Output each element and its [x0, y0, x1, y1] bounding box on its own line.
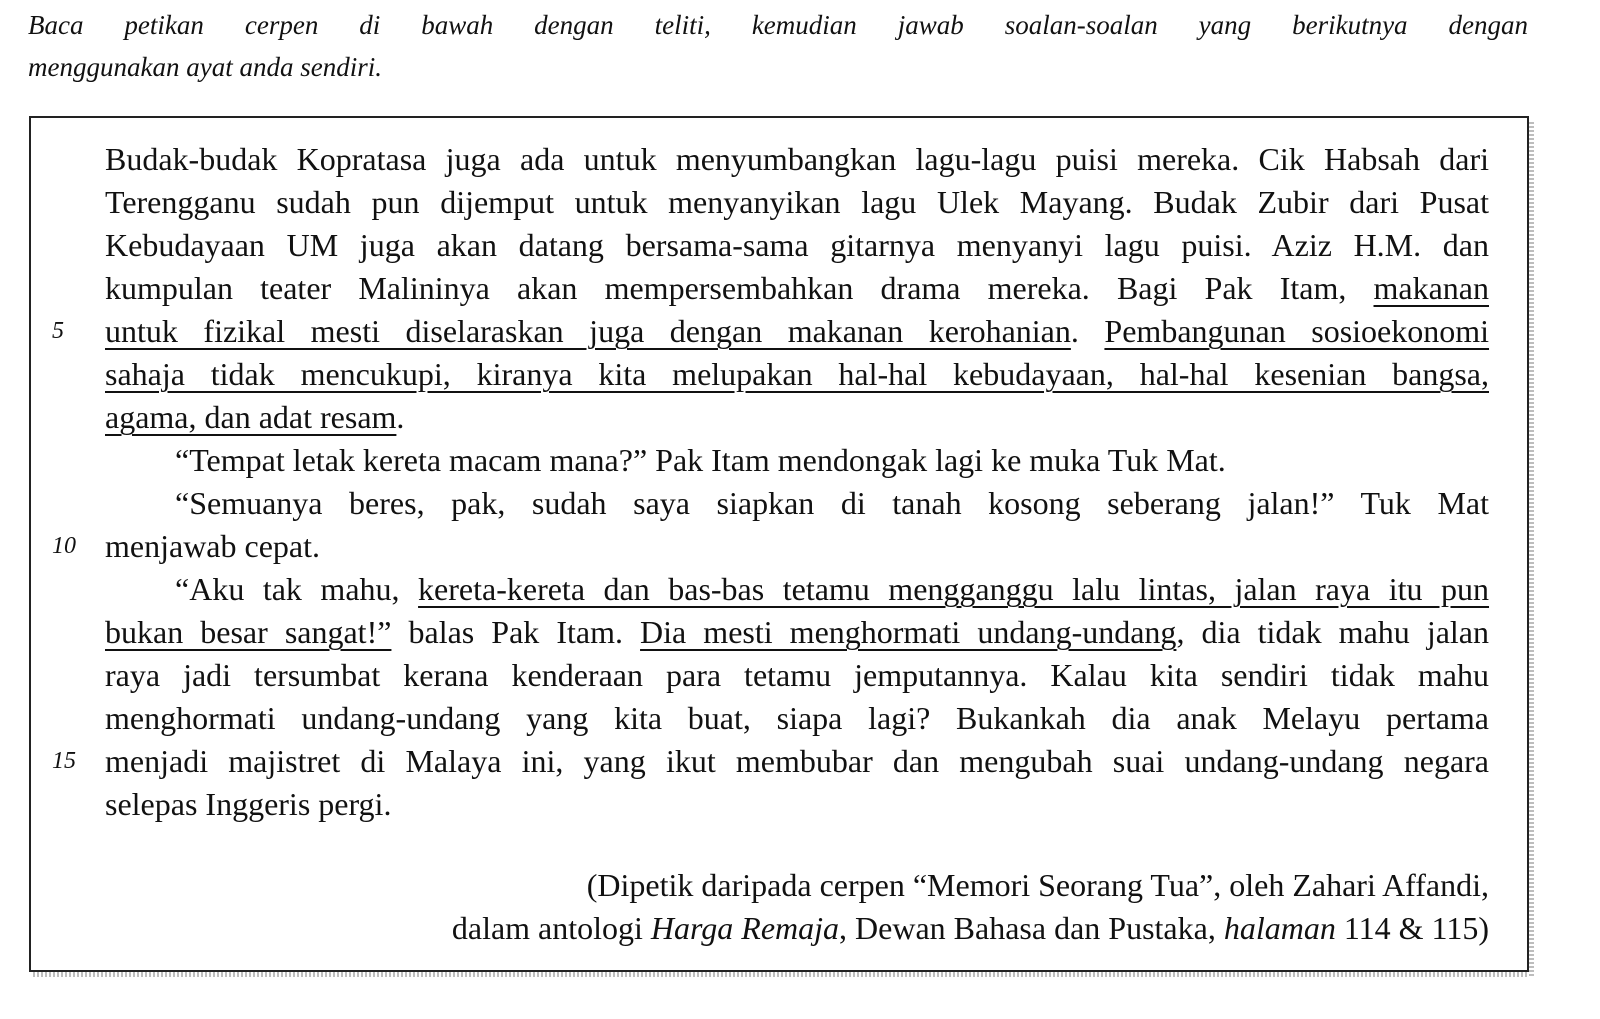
- book-title: Harga Remaja: [650, 910, 840, 946]
- instructions-line-1: Baca petikan cerpen di bawah dengan teliti, kemudian jawab soalan-soalan yang berikutnya dengan: [28, 10, 1528, 40]
- underlined-phrase: kereta-kereta dan bas-bas tetamu mengganggu lalu lintas, jalan raya itu pun: [418, 571, 1490, 607]
- instructions: [28, 4, 1528, 88]
- box-shadow-bottom: [33, 972, 1533, 977]
- passage-line: menjadi majistret di Malaya ini, yang ikut membubar dan mengubah suai undang-undang negara: [105, 743, 1489, 779]
- passage-text-span: “Aku tak mahu,: [175, 571, 419, 607]
- underlined-phrase: makanan: [1373, 270, 1489, 306]
- passage-line: [105, 266, 1489, 310]
- line-number-5: 5: [52, 318, 64, 344]
- passage-line: [105, 395, 1489, 439]
- underlined-phrase: Pembangunan sosioekonomi: [1104, 313, 1490, 349]
- citation-line-1: (Dipetik daripada cerpen “Memori Seorang Tua”, oleh Zahari Affandi,: [586, 867, 1489, 903]
- passage-line: [105, 352, 1489, 396]
- page-numbers: 114 & 115): [1335, 910, 1489, 946]
- passage-text-span: .: [396, 399, 405, 435]
- passage-line: menghormati undang-undang yang kita buat, siapa lagi? Bukankah dia anak Melayu pertama: [105, 700, 1489, 736]
- citation-text: dalam antologi: [451, 910, 651, 946]
- passage-text-span: , dia tidak mahu jalan: [1176, 614, 1490, 650]
- passage-line: “Tempat letak kereta macam mana?” Pak Itam mendongak lagi ke muka Tuk Mat.: [175, 442, 1226, 478]
- passage-line: [105, 309, 1489, 353]
- citation-line-2: [105, 906, 1489, 950]
- underlined-phrase: untuk fizikal mesti diselaraskan juga dengan makanan kerohanian: [105, 313, 1071, 349]
- page-label: halaman: [1223, 910, 1336, 946]
- passage-text-span: .: [1070, 313, 1105, 349]
- box-shadow-right: [1529, 122, 1534, 977]
- passage-line: Kebudayaan UM juga akan datang bersama-sama gitarnya menyanyi lagu puisi. Aziz H.M. dan: [105, 227, 1489, 263]
- passage-line: [105, 610, 1489, 654]
- passage-line: selepas Inggeris pergi.: [105, 786, 392, 822]
- passage-text-span: kumpulan teater Malininya akan mempersembahkan drama mereka. Bagi Pak Itam,: [105, 270, 1374, 306]
- citation-text: , Dewan Bahasa dan Pustaka,: [839, 910, 1224, 946]
- underlined-phrase: bukan besar sangat!”: [105, 614, 392, 650]
- line-number-10: 10: [52, 533, 76, 559]
- passage-line: raya jadi tersumbat kerana kenderaan para tetamu jemputannya. Kalau kita sendiri tidak mahu: [105, 657, 1489, 693]
- line-number-15: 15: [52, 748, 76, 774]
- passage-line: Budak-budak Kopratasa juga ada untuk menyumbangkan lagu-lagu puisi mereka. Cik Habsah dari: [105, 141, 1489, 177]
- underlined-phrase: sahaja tidak mencukupi, kiranya kita melupakan hal-hal kebudayaan, hal-hal kesenian bangsa,: [105, 356, 1489, 392]
- passage-line: Terengganu sudah pun dijemput untuk menyanyikan lagu Ulek Mayang. Budak Zubir dari Pusat: [105, 184, 1489, 220]
- passage-line: menjawab cepat.: [105, 528, 320, 564]
- underlined-phrase: agama, dan adat resam: [105, 399, 397, 435]
- passage-line: “Semuanya beres, pak, sudah saya siapkan di tanah kosong seberang jalan!” Tuk Mat: [175, 485, 1489, 521]
- underlined-phrase: Dia mesti menghormati undang-undang: [640, 614, 1177, 650]
- passage-text-span: balas Pak Itam.: [391, 614, 641, 650]
- passage-line: [105, 567, 1489, 611]
- instructions-line-2: menggunakan ayat anda sendiri.: [28, 52, 382, 82]
